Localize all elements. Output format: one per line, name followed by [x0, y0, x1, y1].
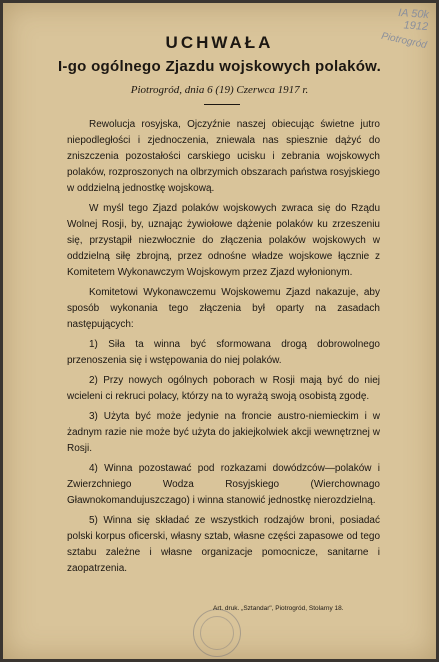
paragraph-mandate: Komitetowi Wykonawczemu Wojskowemu Zjazd nakazuje, aby sposób wykonania tego złączenia był oparty na zasadach następujących: [67, 287, 380, 330]
paragraph-intro: Rewolucja rosyjska, Ojczyźnie naszej obiecując świetne jutro niepodległości i zjednoczenia, zniewala nas spiesznie dążyć do zniszczenia pozostałości carskiego ucisku i zebrania wojskowych polaków, rozproszonych na olbrzymich obszarach państwa rosyjskiego w oddzielną jednostkę wojskową. [67, 119, 380, 194]
document-title: UCHWAŁA [165, 33, 274, 52]
printer-imprint: Art. druk. „Sztandar", Piotrogród, Stolarny 18. [213, 605, 344, 612]
document-subtitle: I-go ogólnego Zjazdu wojskowych polaków. [57, 58, 382, 75]
dateline: Piotrogród, dnia 6 (19) Czerwca 1917 r. [130, 84, 309, 96]
document-sheet [3, 3, 436, 659]
archive-note-2: 1912 [403, 19, 429, 34]
principle-3: 3) Użyta być może jedynie na froncie austro-niemieckim i w żadnym razie nie może być użyta do jakiejkolwiek akcji wewnętrznej w Rosji. [67, 411, 380, 454]
divider-rule [204, 104, 240, 105]
principle-4: 4) Winna pozostawać pod rozkazami dowódzców—polaków i Zwierzchniego Wodza Rosyjskiego (Wierchownago Gławnokomandujuszczago) i winna stanowić jednostkę nierozdzielną. [67, 463, 380, 506]
document-body [67, 117, 380, 581]
archive-note-1: IA 50k [397, 6, 430, 22]
principle-2: 2) Przy nowych ogólnych poborach w Rosji mają być do niej wcieleni ci rekruci polacy, którzy na to wyrażą swoją osobistą zgodę. [67, 375, 380, 402]
principle-5: 5) Winna się składać ze wszystkich rodzajów broni, posiadać polski korpus oficerski, własny sztab, własne części zapasowe od tego sztabu zależne i własne organizacje pomocnicze, sanitarne i zaopatrzenia. [67, 515, 380, 574]
principle-1: 1) Siła ta winna być sformowana drogą dobrowolnego przenoszenia się i wstępowania do niej polaków. [67, 339, 380, 366]
archive-note-3: Piotrogród [380, 30, 428, 52]
paragraph-request: W myśl tego Zjazd polaków wojskowych zwraca się do Rządu Wolnej Rosji, by, uznając żywiołowe dążenie polaków ku zrzeszeniu się, przystąpił niezwłocznie do złączenia polaków wojskowych w oddzielną siłę zbrojną, przez odnośne władze wojskowe łącznie z Komitetem Wykonawczym Wojskowym przez Zjazd wyłonionym. [67, 203, 380, 278]
library-stamp [193, 609, 241, 657]
